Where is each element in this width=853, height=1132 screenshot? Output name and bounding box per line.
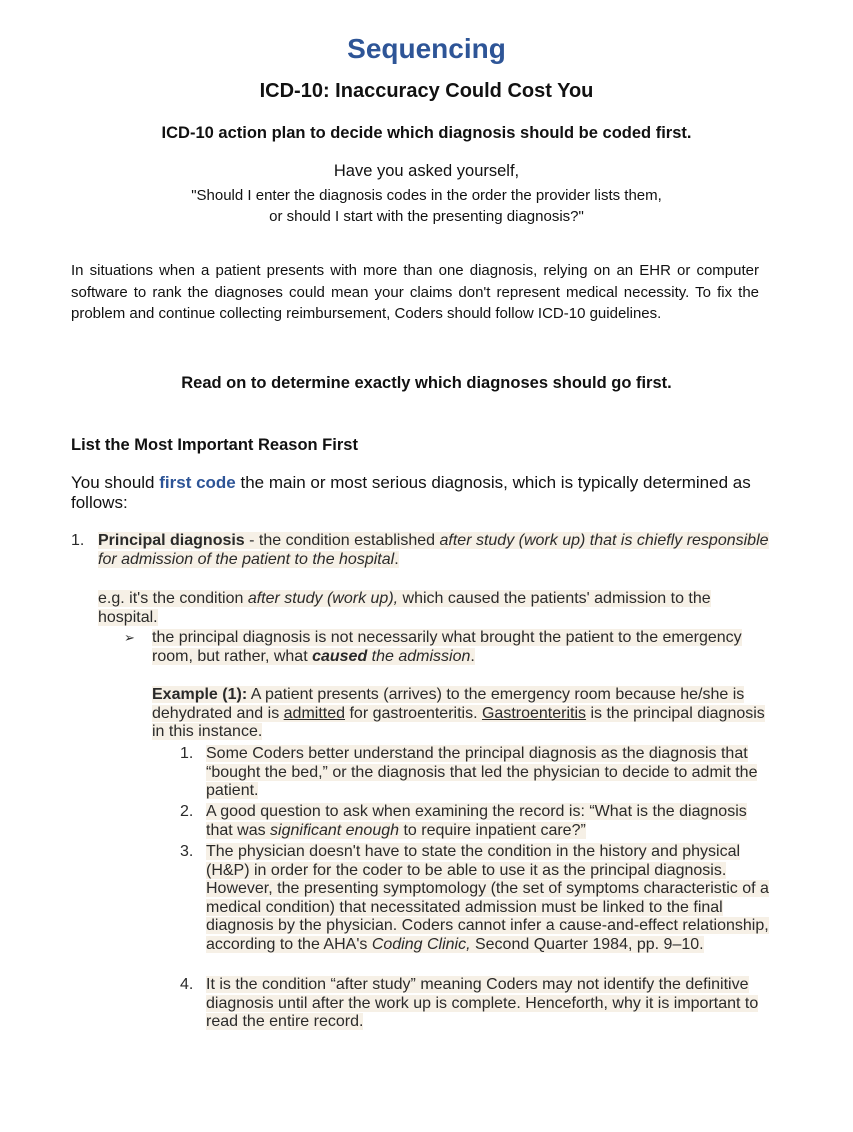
bullet-caused: caused (312, 647, 368, 665)
sub-item-text: It is the condition “after study” meaning Coders may not identify the definitive diagnosis until after the work up is complete. Henceforth, why it is important to read the entire record. (206, 976, 759, 1030)
read-on-callout: Read on to determine exactly which diagnoses should go first. (181, 374, 672, 392)
sub-item-italic: significant enough (270, 821, 400, 839)
page-subtitle: ICD-10: Inaccuracy Could Cost You (259, 80, 594, 102)
eg-paragraph (98, 590, 768, 627)
first-code-before: You should (71, 473, 160, 492)
principal-italic-text: after study (work up) that is chiefly responsible for admission of the patient to the hospital (98, 532, 769, 568)
sub-list-item (180, 803, 772, 840)
eg-after: which caused the patients' admission to the hospital. (98, 590, 711, 626)
list-item-principal-diagnosis (71, 532, 771, 569)
sub-item-italic: Coding Clinic, (371, 935, 471, 953)
eg-before: e.g. it's the condition (98, 590, 248, 607)
principal-end: . (394, 550, 399, 568)
sub-item-before: A good question to ask when examining the record is: “What is the diagnosis that was (206, 803, 747, 839)
bullet-item (124, 629, 769, 666)
arrow-bullet-icon: ➢ (124, 630, 135, 645)
first-code-highlight: first code (159, 473, 236, 492)
list-number: 1. (71, 532, 85, 549)
example-text-2: for gastroenteritis. (345, 704, 482, 722)
sub-item-text: Some Coders better understand the principal diagnosis as the diagnosis that “bought the bed,” or the diagnosis that led the physician to decide to admit the patient. (206, 745, 758, 799)
sub-list-item (180, 976, 772, 1032)
bullet-before: the principal diagnosis is not necessarily what brought the patient to the emergency room, but rather, what (152, 629, 742, 665)
example-gastroenteritis: Gastroenteritis (481, 704, 587, 722)
example-label: Example (1): (152, 686, 248, 703)
sub-list-item (180, 745, 772, 801)
example-paragraph (152, 686, 772, 742)
eg-italic: after study (work up), (247, 590, 399, 607)
section-heading: List the Most Important Reason First (71, 436, 358, 454)
sub-number: 1. (180, 745, 194, 762)
bullet-end: . (470, 647, 475, 665)
first-code-after: the main or most serious diagnosis, which is typically determined as follows: (71, 473, 751, 512)
sub-number: 4. (180, 976, 194, 993)
quote-line-1: "Should I enter the diagnosis codes in the order the provider lists them, (191, 187, 662, 204)
action-plan-heading: ICD-10 action plan to decide which diagnosis should be coded first. (161, 124, 692, 142)
quote-line-2: or should I start with the presenting diagnosis?" (269, 208, 584, 225)
sub-number: 2. (180, 803, 194, 820)
sub-number: 3. (180, 843, 194, 860)
sub-item-before: The physician doesn't have to state the condition in the history and physical (H&P) in order for the coder to be able to use it as the principal diagnosis. However, the presenting symptomology (the set of symptoms characteristic of a medical condition) that necessitated admission must be linked to the final diagnosis by the physician. Coders cannot infer a cause-and-effect relationship, according to the AHA's (206, 843, 769, 953)
bullet-admission: the admission (367, 647, 471, 665)
principal-diagnosis-label: Principal diagnosis (98, 532, 245, 549)
first-code-paragraph (71, 473, 761, 512)
situation-paragraph: In situations when a patient presents with more than one diagnosis, relying on an EHR or computer software to rank the diagnoses could mean your claims don't represent medical necessity. To fix the problem and continue collecting reimbursement, Coders should follow ICD-10 guidelines. (71, 262, 759, 322)
page-title: Sequencing (347, 33, 506, 64)
sub-item-after: Second Quarter 1984, pp. 9–10. (470, 935, 704, 953)
principal-dash-text: - the condition established (244, 532, 440, 549)
example-admitted: admitted (283, 704, 346, 722)
sub-list-item (180, 843, 772, 954)
asked-line: Have you asked yourself, (333, 162, 520, 180)
example-text-1: A patient presents (arrives) to the emergency room because he/she is dehydrated and is (152, 686, 745, 722)
quote-block (0, 185, 853, 227)
sub-item-after: to require inpatient care?” (399, 821, 586, 839)
example-text-3: is the principal diagnosis in this instance. (152, 704, 765, 740)
